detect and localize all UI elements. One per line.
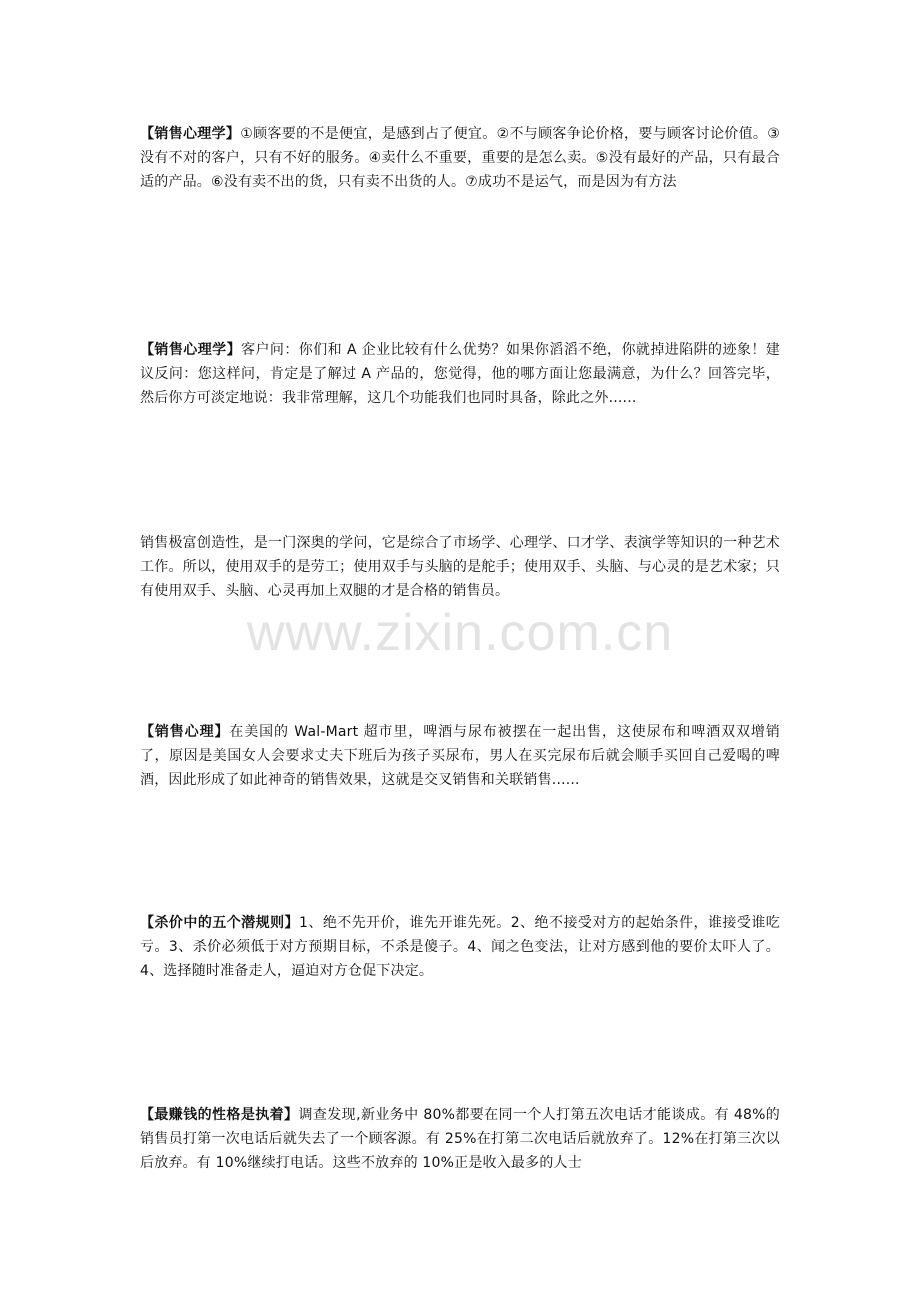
paragraph-text: ①顾客要的不是便宜，是感到占了便宜。②不与顾客争论价格，要与顾客讨论价值。③没有不对的客户，只有不好的服务。④卖什么不重要，重要的是怎么卖。⑤没有最好的产品，只有最合适的产品。⑥没有卖不出的货，只有卖不出货的人。⑦成功不是运气，而是因为有方法 xyxy=(140,126,780,190)
paragraph-heading: 【销售心理】 xyxy=(140,724,230,740)
watermark: www.zixin.com.cn xyxy=(246,604,674,662)
paragraph-heading: 【销售心理学】 xyxy=(140,342,242,358)
paragraph-text: 调查发现,新业务中 80%都要在同一个人打第五次电话才能谈成。有 48%的销售员打第一次电话后就失去了一个顾客源。有 25%在打第二次电话后就放弃了。12%在打第三次以后放弃。有 10%继续打电话。这些不放弃的 10%正是收入最多的人士 xyxy=(140,1107,781,1171)
paragraph-sales-psychology-1 xyxy=(140,122,780,194)
paragraph-heading: 【销售心理学】 xyxy=(140,126,241,142)
paragraph-text: 在美国的 Wal-Mart 超市里，啤酒与尿布被摆在一起出售，这使尿布和啤酒双双增销了，原因是美国女人会要求丈夫下班后为孩子买尿布，男人在买完尿布后就会顺手买回自己爱喝的啤酒，因此形成了如此神奇的销售效果，这就是交叉销售和关联销售...... xyxy=(140,724,780,788)
paragraph-text: 客户问：你们和 A 企业比较有什么优势？如果你滔滔不绝，你就掉进陷阱的迹象！建议反问：您这样问，肯定是了解过 A 产品的，您觉得，他的哪方面让您最满意，为什么？回答完毕，然后你方可淡定地说：我非常理解，这几个功能我们也同时具备，除此之外...... xyxy=(140,342,780,406)
paragraph-heading: 【杀价中的五个潜规则】 xyxy=(140,915,299,931)
paragraph-text: 1、绝不先开价，谁先开谁先死。2、绝不接受对方的起始条件，谁接受谁吃亏。3、杀价必须低于对方预期目标，不杀是傻子。4、闻之色变法，让对方感到他的要价太吓人了。4、选择随时准备走人，逼迫对方仓促下决定。 xyxy=(140,915,780,979)
paragraph-text: 销售极富创造性，是一门深奥的学问，它是综合了市场学、心理学、口才学、表演学等知识的一种艺术工作。所以，使用双手的是劳工；使用双手与头脑的是舵手；使用双手、头脑、与心灵的是艺术家；只有使用双手、头脑、心灵再加上双腿的才是合格的销售员。 xyxy=(140,535,780,599)
paragraph-sales-psychology-walmart xyxy=(140,720,780,792)
paragraph-sales-creativity xyxy=(140,531,780,603)
paragraph-heading: 【最赚钱的性格是执着】 xyxy=(140,1107,299,1123)
paragraph-persistence xyxy=(140,1103,780,1175)
paragraph-bargaining-rules xyxy=(140,911,780,983)
paragraph-sales-psychology-2 xyxy=(140,338,780,410)
